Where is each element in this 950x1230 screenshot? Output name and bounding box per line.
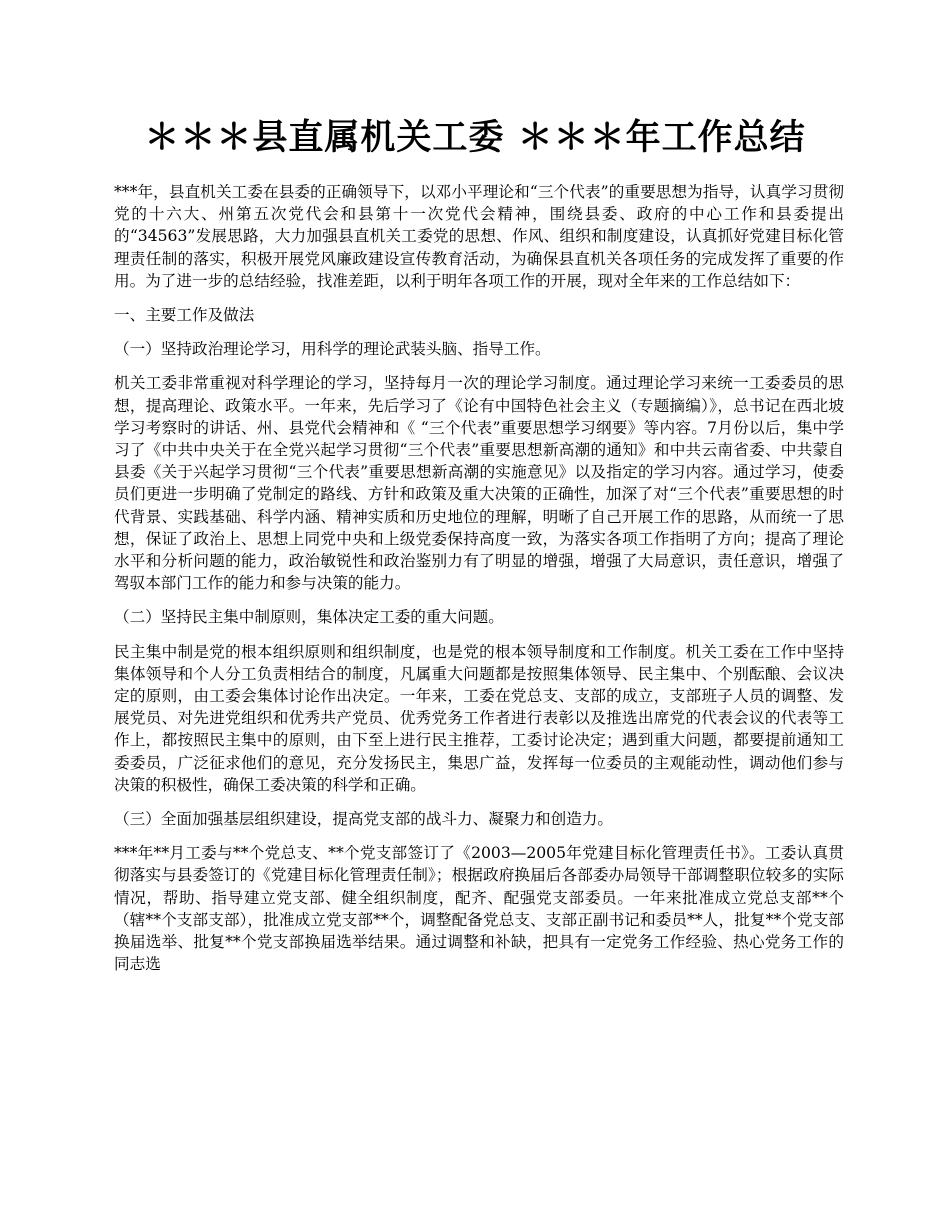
document-title: ＊＊＊县直属机关工委 ＊＊＊年工作总结 [144,118,806,158]
subsection-heading-theory-study: （一）坚持政治理论学习，用科学的理论武装头脑、指导工作。 [114,340,551,359]
grassroots-organization-paragraph: ***年**月工委与**个党总支、**个党支部签订了《2003—2005年党建目标化管理责任书》。工委认真贯彻落实与县委签订的《党建目标化管理责任制》；根据政府换届后各部委办局领导干部调整职位较多的实际情况，帮助、指导建立党支部、健全组织制度，配齐、配强党支部委员。一年来批准成立党总支部**个（辖**个支部支部），批准成立党支部**个，调整配备党总支、支部正副书记和委员**人，批复**个党支部换届选举、批复**个党支部换届选举结果。通过调整和补缺，把具有一定党务工作经验、热心党务工作的同志选 [114,844,844,974]
section-heading-main-work: 一、主要工作及做法 [114,306,255,325]
subsection-heading-democratic-centralism: （二）坚持民主集中制原则，集体决定工委的重大问题。 [114,608,504,627]
intro-paragraph: ***年，县直机关工委在县委的正确领导下，以邓小平理论和“三个代表”的重要思想为指导，认真学习贯彻党的十六大、州第五次党代会和县第十一次党代会精神，围绕县委、政府的中心工作和县委提出的“34563”发展思路，大力加强县直机关工委党的思想、作风、组织和制度建设，认真抓好党建目标化管理责任制的落实，积极开展党风廉政建设宣传教育活动，为确保县直机关各项任务的完成发挥了重要的作用。为了进一步的总结经验，找准差距，以利于明年各项工作的开展，现对全年来的工作总结如下： [114,183,844,290]
subsection-heading-grassroots-organization: （三）全面加强基层组织建设，提高党支部的战斗力、凝聚力和创造力。 [114,810,614,829]
democratic-centralism-paragraph: 民主集中制是党的根本组织原则和组织制度，也是党的根本领导制度和工作制度。机关工委在工作中坚持集体领导和个人分工负责相结合的制度，凡属重大问题都是按照集体领导、民主集中、个别酝酿、会议决定的原则，由工委会集体讨论作出决定。一年来，工委在党总支、支部的成立，支部班子人员的调整、发展党员、对先进党组织和优秀共产党员、优秀党务工作者进行表彰以及推选出席党的代表会议的代表等工作上，都按照民主集中的原则，由下至上进行民主推荐，工委讨论决定；遇到重大问题，都要提前通知工委委员，广泛征求他们的意见，充分发扬民主，集思广益，发挥每一位委员的主观能动性，调动他们参与决策的积极性，确保工委决策的科学和正确。 [114,642,844,794]
document-body [114,181,844,988]
theory-study-paragraph: 机关工委非常重视对科学理论的学习，坚持每月一次的理论学习制度。通过理论学习来统一工委委员的思想，提高理论、政策水平。一年来，先后学习了《论有中国特色社会主义（专题摘编）》，总书记在西北坡学习考察时的讲话、州、县党代会精神和《 “三个代表”重要思想学习纲要》等内容。7月份以后，集中学习了《中共中央关于在全党兴起学习贯彻“三个代表”重要思想新高潮的通知》和中共云南省委、中共蒙自县委《关于兴起学习贯彻“三个代表”重要思想新高潮的实施意见》以及指定的学习内容。通过学习，使委员们更进一步明确了党制定的路线、方针和政策及重大决策的正确性，加深了对“三个代表”重要思想的时代背景、实践基础、科学内涵、精神实质和历史地位的理解，明晰了自己开展工作的思路，从而统一了思想，保证了政治上、思想上同党中央和上级党委保持高度一致，为落实各项工作指明了方向；提高了理论水平和分析问题的能力，政治敏锐性和政治鉴别力有了明显的增强，增强了大局意识，责任意识，增强了驾驭本部门工作的能力和参与决策的能力。 [114,374,844,593]
